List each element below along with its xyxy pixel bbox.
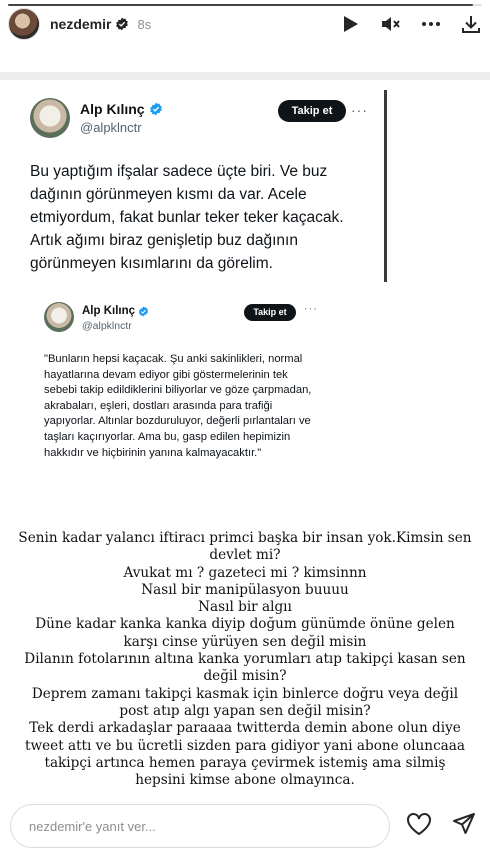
caption-line: Nasıl bir algıı bbox=[198, 599, 292, 616]
more-icon[interactable] bbox=[420, 13, 442, 35]
follow-button: Takip et bbox=[244, 304, 296, 321]
caption-line: Avukat mı ? gazeteci mi ? kimsinnn bbox=[123, 564, 367, 581]
username[interactable]: nezdemir bbox=[50, 16, 112, 32]
verified-badge-icon bbox=[149, 102, 163, 116]
tweet-avatar bbox=[44, 302, 74, 332]
header-controls bbox=[340, 13, 482, 35]
follow-button: Takip et bbox=[278, 100, 346, 122]
story-timestamp: 8s bbox=[137, 16, 152, 32]
caption-line: Düne kadar kanka kanka diyip doğum günümde önüne gelen karşı cinse yürüyen sen değil misin bbox=[35, 616, 455, 650]
tweet-text: "Bunların hepsi kaçacak. Şu anki sakinlikleri, normal hayatlarına devam ediyor gibi göstermelerinin tek sebebi takip edildiklerini biliyorlar ve göze çarpmadan, akrabaları, eşleri, dostları arasında para trafiği yapıyorlar. Altınlar bozduruluyor, değerli pırlantaları ve taşları kaçırıyorlar. Ama bu, gasp edilen hepimizin hakkıdır ve hiçbirinin yanına kalmayacaktır." bbox=[44, 353, 312, 459]
tweet-author-name: Alp Kılınç bbox=[80, 101, 145, 117]
mute-icon[interactable] bbox=[380, 13, 402, 35]
caption-line: Deprem zamanı takipçi kasmak için binlerce doğru veya değil post atıp algı yapan sen değil misin? bbox=[31, 685, 459, 719]
story-header bbox=[8, 6, 482, 42]
tweet-handle: @alpklnctr bbox=[82, 320, 132, 332]
caption-line: Dilanın fotolarının altına kanka yorumları atıp takipçi kasan sen değil misin? bbox=[24, 651, 466, 685]
tweet-text: Bu yaptığım ifşalar sadece üçte biri. Ve buz dağının görünmeyen kısmı da var. Acele etmiyordum, fakat bunlar teker teker kaçacak. Artık ağımı biraz genişletip buz dağının görünmeyen kısımlarını da görelim. bbox=[30, 163, 344, 272]
verified-badge-icon bbox=[115, 17, 129, 31]
caption-line: Tek derdi arkadaşlar paraaaa twitterda demin abone olun diye tweet attı ve bu ücretli sizden para gidiyor yani abone oluncaaa takipçi artınca hemen paraya çevirmek istemiş ama silmiş hepsini kimse abone olmayınca. bbox=[25, 720, 465, 789]
share-icon[interactable] bbox=[452, 812, 476, 841]
heart-icon[interactable] bbox=[406, 812, 432, 841]
more-icon: ··· bbox=[304, 303, 318, 315]
caption-line: Nasıl bir manipülasyon buuuu bbox=[141, 581, 349, 598]
story-caption bbox=[18, 530, 472, 789]
tweet-author bbox=[82, 305, 149, 317]
verified-badge-icon bbox=[138, 306, 149, 317]
caption-line: Senin kadar yalancı iftiracı primci başka bir insan yok.Kimsin sen devlet mi? bbox=[18, 530, 472, 564]
avatar[interactable] bbox=[8, 8, 40, 40]
more-icon: ··· bbox=[351, 102, 368, 118]
play-icon[interactable] bbox=[340, 13, 362, 35]
tweet-card bbox=[12, 90, 387, 282]
tweet-handle: @alpklnctr bbox=[80, 120, 142, 135]
reply-actions bbox=[406, 812, 476, 841]
tweet-avatar bbox=[30, 98, 70, 138]
tweet-author-name: Alp Kılınç bbox=[82, 305, 136, 317]
reply-placeholder: nezdemir'e yanıt ver... bbox=[29, 818, 156, 834]
separator-band bbox=[0, 72, 490, 80]
tweet-author bbox=[80, 101, 163, 117]
download-icon[interactable] bbox=[460, 13, 482, 35]
reply-input[interactable] bbox=[10, 804, 390, 848]
quoted-tweet-card bbox=[32, 296, 324, 492]
